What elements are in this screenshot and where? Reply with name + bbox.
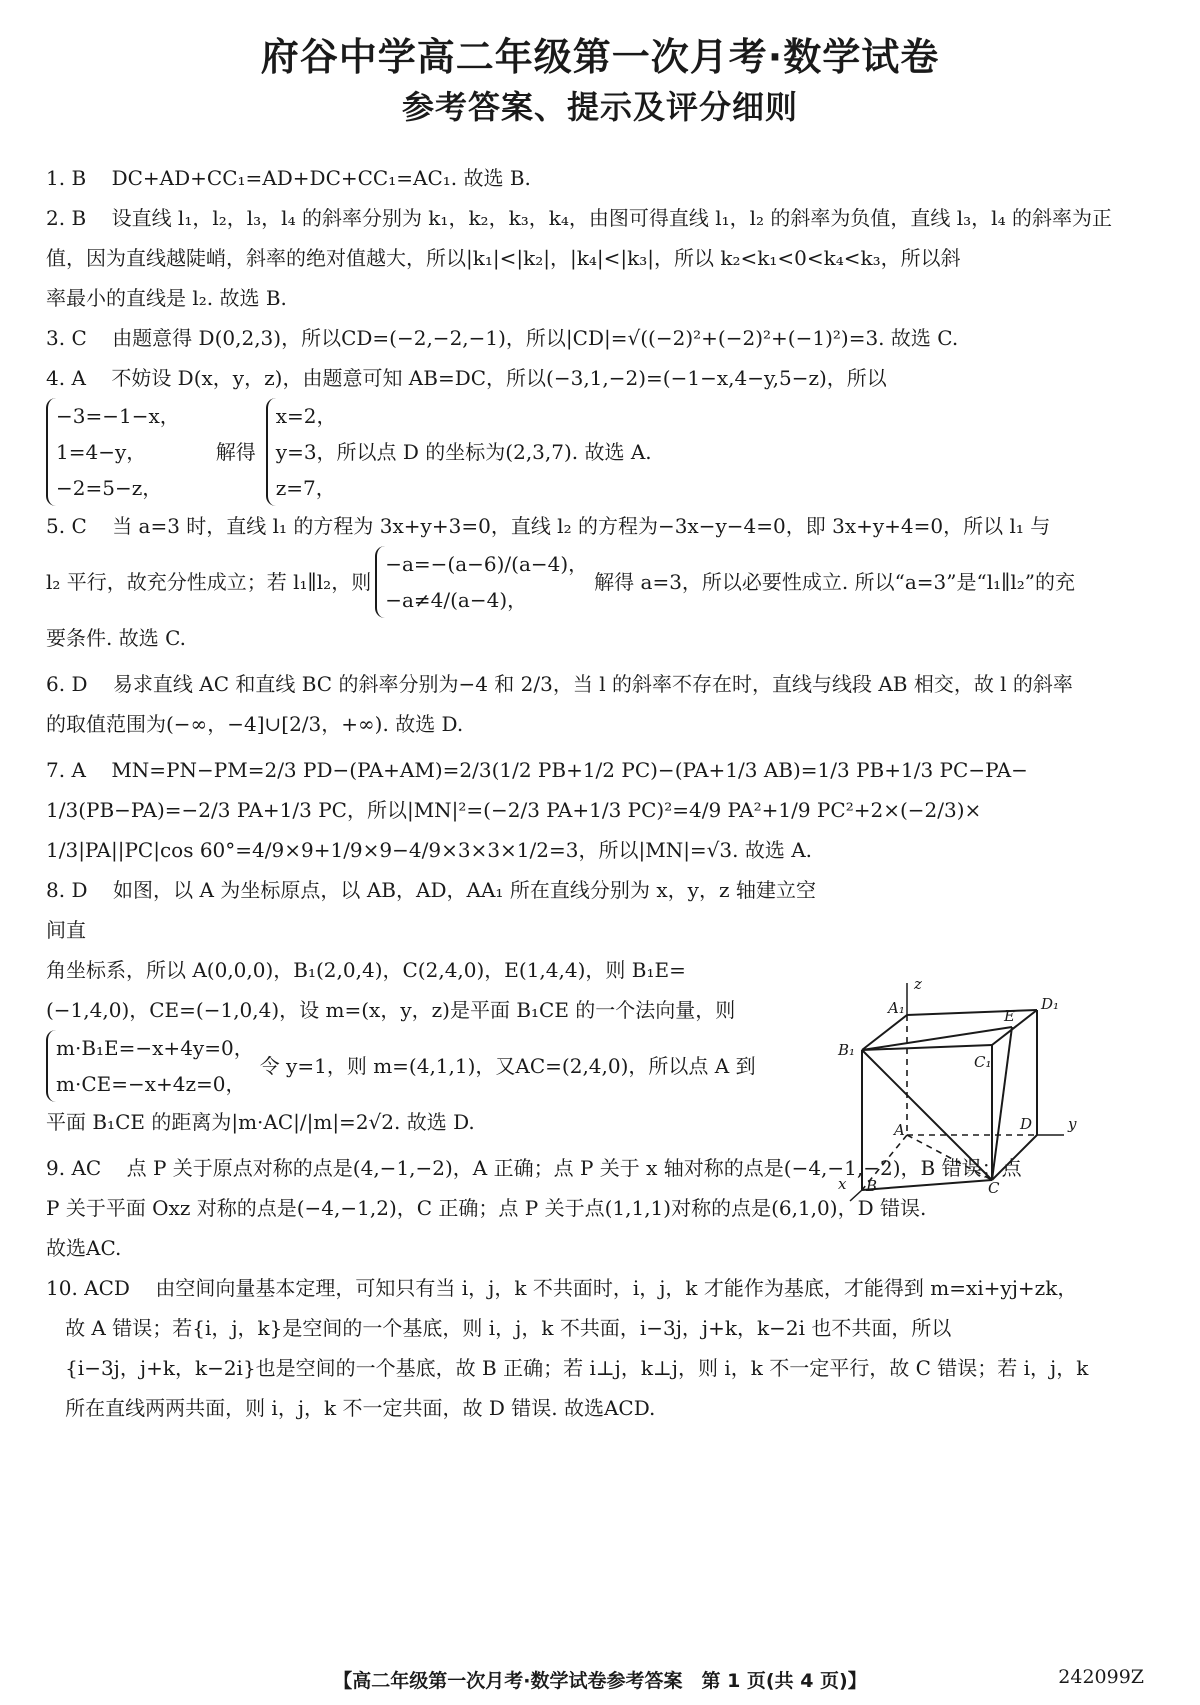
page-subtitle: 参考答案、提示及评分细则 bbox=[401, 88, 798, 126]
answer-number: 7. A bbox=[46, 758, 86, 782]
answer-line: MN=PN−PM=2/3 PD−(PA+AM)=2/3(1/2 PB+1/2 PC)−(PA+1/3 AB)=1/3 PB+1/3 PC−PA− bbox=[111, 758, 1028, 782]
answer-5-system bbox=[46, 546, 1154, 618]
answer-line: 故 A 错误；若{i，j，k}是空间的一个基底，则 i，j，k 不共面，i−3j，j+k，k−2i 也不共面，所以 bbox=[65, 1316, 952, 1340]
equation: −3=−1−x， bbox=[56, 404, 180, 428]
answer-line: 所在直线两两共面，则 i，j，k 不一定共面，故 D 错误. 故选ACD. bbox=[65, 1396, 656, 1420]
answer-line: 故选AC. bbox=[46, 1236, 122, 1260]
equation: m·CE=−x+4z=0， bbox=[56, 1072, 246, 1096]
page-footer bbox=[0, 1662, 1200, 1692]
answer-line: 由空间向量基本定理，可知只有当 i，j，k 不共面时，i，j，k 才能作为基底，才能得到 m=xi+yj+zk， bbox=[155, 1276, 1078, 1300]
equation: m·B₁E=−x+4y=0， bbox=[56, 1036, 254, 1060]
answer-line: {i−3j，j+k，k−2i}也是空间的一个基底，故 B 正确；若 i⊥j，k⊥j，则 i，k 不一定平行，故 C 错误；若 i，j，k bbox=[65, 1356, 1089, 1380]
answer-line: 1/3|PA||PC|cos 60°=4/9×9+1/9×9−4/9×3×3×1/2=3，所以|MN|=√3. 故选 A. bbox=[46, 838, 813, 862]
answer-line: 平面 B₁CE 的距离为|m·AC|/|m|=2√2. 故选 D. bbox=[46, 1110, 475, 1134]
answer-line: 率最小的直线是 l₂. 故选 B. bbox=[46, 286, 287, 310]
answer-line: 角坐标系，所以 A(0,0,0)，B₁(2,0,4)，C(2,4,0)，E(1,4,4)，则 B₁E= bbox=[46, 958, 686, 982]
answer-4 bbox=[46, 358, 1154, 398]
label-C1: C₁ bbox=[974, 1053, 992, 1071]
answer-number: 8. D bbox=[46, 878, 88, 902]
answer-2 bbox=[46, 198, 1154, 318]
page-title: 府谷中学高二年级第一次月考·数学试卷 bbox=[260, 35, 940, 79]
answer-5 bbox=[46, 506, 1154, 546]
cube-figure bbox=[832, 975, 1162, 1205]
answer-line: 点 P 关于原点对称的点是(4,−1,−2)，A 正确；点 P 关于 x 轴对称的点是(−4,−1,−2)，B 错误；点 bbox=[126, 1156, 1022, 1180]
hidden-AC bbox=[907, 1135, 992, 1180]
equation-system bbox=[46, 1030, 254, 1102]
equation: −a≠4/(a−4)， bbox=[385, 588, 528, 612]
label-A1: A₁ bbox=[888, 999, 905, 1017]
answer-line: 不妨设 D(x，y，z)，由题意可知 AB=DC，所以(−3,1,−2)=(−1−x,4−y,5−z)，所以 bbox=[111, 366, 887, 390]
answer-line: (−1,4,0)，CE=(−1,0,4)，设 m=(x，y，z)是平面 B₁CE 的一个法向量，则 bbox=[46, 998, 736, 1022]
x-axis bbox=[850, 1190, 862, 1201]
edge-CD bbox=[992, 1135, 1037, 1180]
answer-number: 3. C bbox=[46, 326, 87, 350]
label-D: D bbox=[1020, 1115, 1033, 1133]
answer-line: P 关于平面 Oxz 对称的点是(−4,−1,2)，C 正确；点 P 关于点(1,1,1)对称的点是(6,1,0)，D 错误. bbox=[46, 1196, 927, 1220]
answer-number: 9. AC bbox=[46, 1156, 102, 1180]
footer-code: 242099Z bbox=[1058, 1666, 1144, 1688]
answer-6 bbox=[46, 664, 1154, 744]
answer-line: 解得 a=3，所以必要性成立. 所以“a=3”是“l₁∥l₂”的充 bbox=[594, 570, 1076, 594]
label-B1: B₁ bbox=[838, 1041, 856, 1059]
label-z: z bbox=[914, 975, 922, 993]
answer-line: 的取值范围为(−∞，−4]∪[2/3，+∞). 故选 D. bbox=[46, 712, 464, 736]
answer-line: DC+AD+CC₁=AD+DC+CC₁=AC₁. 故选 B. bbox=[111, 166, 531, 190]
equation: −2=5−z， bbox=[56, 476, 163, 500]
answer-line: 设直线 l₁，l₂，l₃，l₄ 的斜率分别为 k₁，k₂，k₃，k₄，由图可得直线 l₁，l₂ 的斜率为负值，直线 l₃，l₄ 的斜率为正 bbox=[111, 206, 1112, 230]
equation: −a=−(a−6)/(a−4)， bbox=[385, 552, 589, 576]
label-E: E bbox=[1004, 1007, 1015, 1025]
footer-center: 【高二年级第一次月考·数学试卷参考答案 第 1 页(共 4 页)】 bbox=[333, 1670, 867, 1692]
answer-1 bbox=[46, 158, 1154, 198]
answer-line: l₂ 平行，故充分性成立；若 l₁∥l₂，则 bbox=[46, 570, 372, 594]
answer-line: 值，因为直线越陡峭，斜率的绝对值越大，所以|k₁|<|k₂|，|k₄|<|k₃|，所以 k₂<k₁<0<k₄<k₃，所以斜 bbox=[46, 246, 961, 270]
label-B: B bbox=[866, 1177, 878, 1195]
equation-system bbox=[375, 546, 588, 618]
answer-number: 5. C bbox=[46, 514, 87, 538]
answer-5-end bbox=[46, 618, 1154, 658]
answer-line: 由题意得 D(0,2,3)，所以CD=(−2,−2,−1)，所以|CD|=√((−2)²+(−2)²+(−1)²)=3. 故选 C. bbox=[112, 326, 959, 350]
label-D1: D₁ bbox=[1041, 995, 1060, 1013]
answer-8-end bbox=[46, 1102, 816, 1142]
edge-BC bbox=[862, 1180, 992, 1190]
answer-line: 令 y=1，则 m=(4,1,1)，又AC=(2,4,0)，所以点 A 到 bbox=[259, 1054, 756, 1078]
equation-system bbox=[46, 398, 180, 506]
answer-8-system bbox=[46, 1030, 816, 1102]
answer-8-text bbox=[46, 870, 816, 1030]
answer-number: 2. B bbox=[46, 206, 87, 230]
answer-line: 易求直线 AC 和直线 BC 的斜率分别为−4 和 2/3，当 l 的斜率不存在时，直线与线段 AB 相交，故 l 的斜率 bbox=[112, 672, 1073, 696]
answer-line: 如图，以 A 为坐标原点，以 AB，AD，AA₁ 所在直线分别为 x，y，z 轴建立空间直 bbox=[46, 878, 816, 942]
label-y: y bbox=[1068, 1115, 1077, 1133]
solve-label: 解得 bbox=[215, 440, 256, 464]
edge-B1C bbox=[862, 1050, 992, 1180]
answers-content bbox=[46, 158, 1154, 1428]
equation: x=2， bbox=[275, 404, 337, 428]
label-C: C bbox=[988, 1179, 1000, 1197]
answer-number: 6. D bbox=[46, 672, 88, 696]
answer-7 bbox=[46, 750, 1154, 870]
answer-number: 10. ACD bbox=[46, 1276, 130, 1300]
answer-number: 1. B bbox=[46, 166, 87, 190]
equation: z=7， bbox=[275, 476, 336, 500]
answer-line: 当 a=3 时，直线 l₁ 的方程为 3x+y+3=0，直线 l₂ 的方程为−3x−y−4=0，即 3x+y+4=0，所以 l₁ 与 bbox=[112, 514, 1051, 538]
edge-A1D1 bbox=[907, 1010, 1037, 1015]
label-A: A bbox=[894, 1121, 905, 1139]
answer-4-system bbox=[46, 398, 1154, 506]
edge-EC bbox=[992, 1027, 1012, 1180]
answer-number: 4. A bbox=[46, 366, 86, 390]
answer-10 bbox=[46, 1268, 1154, 1428]
equation: 1=4−y， bbox=[56, 440, 147, 464]
answer-3 bbox=[46, 318, 1154, 358]
answer-line: 要条件. 故选 C. bbox=[46, 626, 187, 650]
solution-system bbox=[266, 398, 652, 506]
equation: y=3，所以点 D 的坐标为(2,3,7). 故选 A. bbox=[275, 440, 652, 464]
answer-8 bbox=[46, 870, 816, 1142]
label-x: x bbox=[838, 1175, 847, 1193]
answer-line: 1/3(PB−PA)=−2/3 PA+1/3 PC，所以|MN|²=(−2/3 PA+1/3 PC)²=4/9 PA²+1/9 PC²+2×(−2/3)× bbox=[46, 798, 982, 822]
